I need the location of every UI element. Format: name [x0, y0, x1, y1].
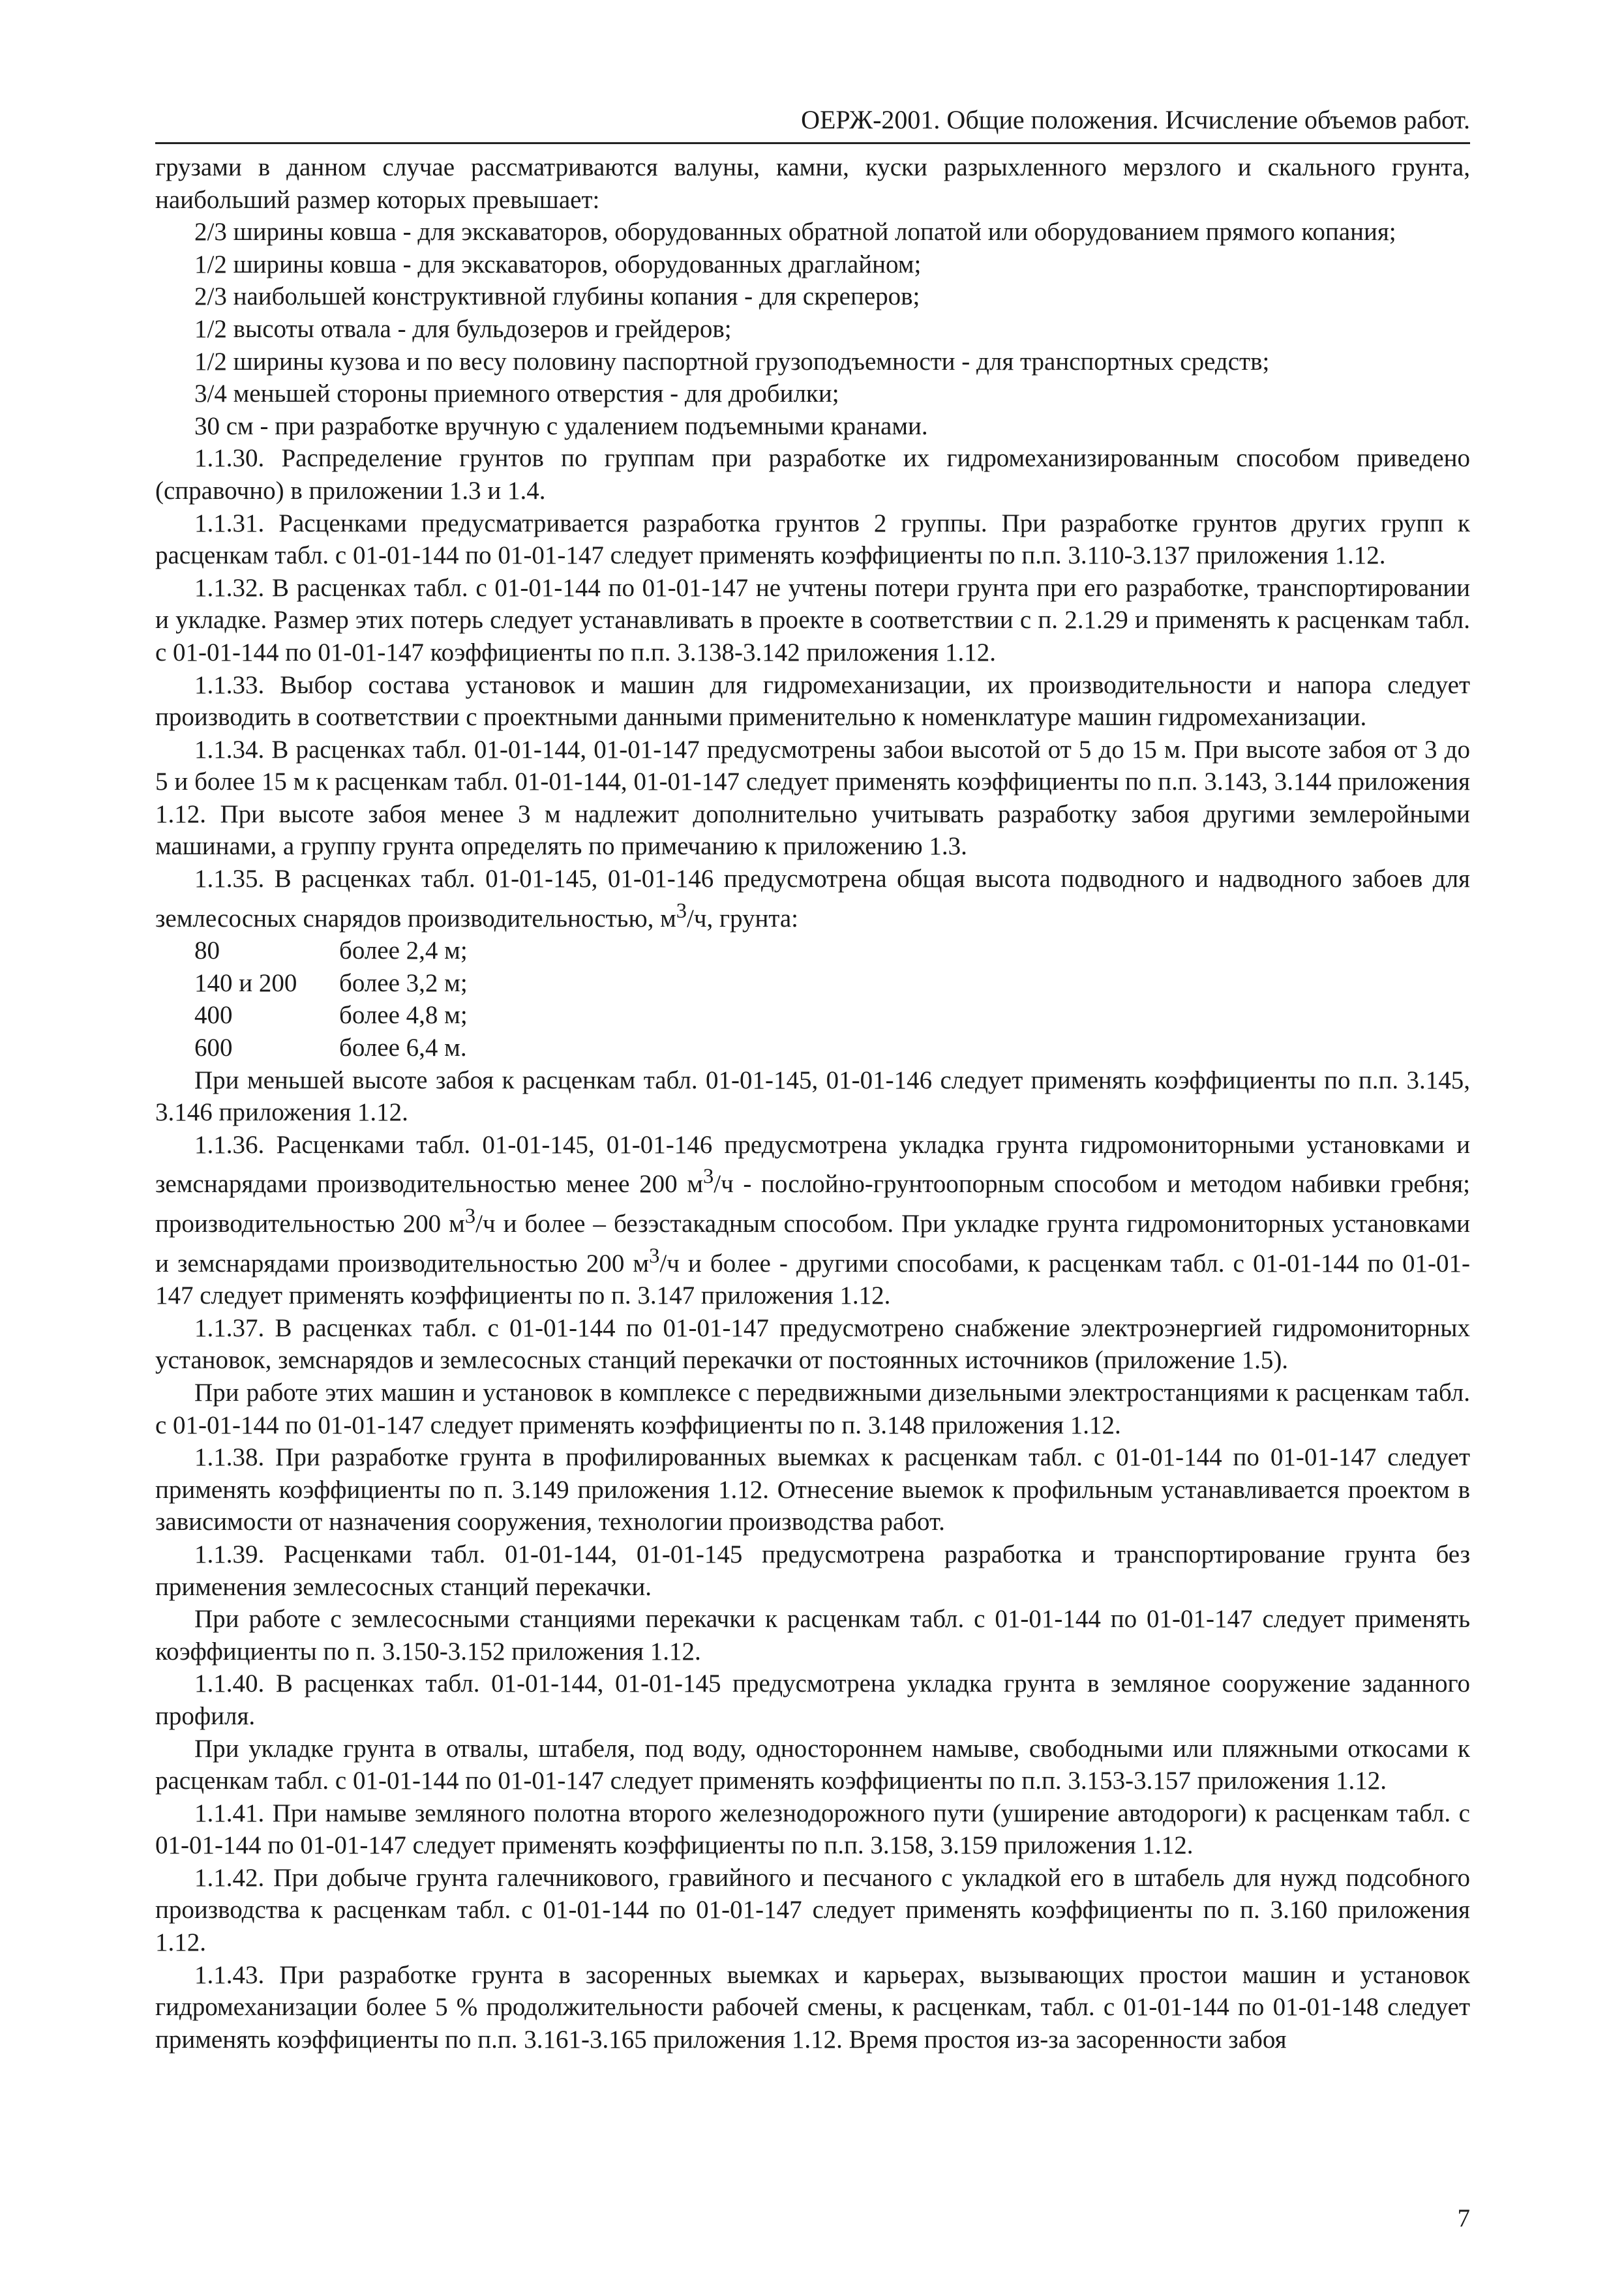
list-item: 1/2 высоты отвала - для бульдозеров и грейдеров;	[194, 314, 732, 343]
capacity-cell: 400	[194, 1001, 233, 1030]
table-row	[155, 1032, 1470, 1064]
paragraph: 1.1.38. При разработке грунта в профилированных выемках к расценкам табл. с 01-01-144 по 01-01-147 следует применять коэффициенты по п. 3.149 приложения 1.12. Отнесение выемок к профильным устанавливается проектом в зависимости от назначения сооружения, технологии производства работ.	[155, 1443, 1470, 1536]
table-row	[155, 967, 1470, 1000]
list-item: 1/2 ширины кузова и по весу половину паспортной грузоподъемности - для транспортных средств;	[194, 347, 1270, 376]
page-header	[155, 97, 1470, 144]
capacity-cell: 600	[194, 1034, 233, 1062]
paragraph: 1.1.40. В расценках табл. 01-01-144, 01-01-145 предусмотрена укладка грунта в земляное сооружение заданного профиля.	[155, 1669, 1470, 1730]
paragraph: 1.1.30. Распределение грунтов по группам при разработке их гидромеханизированным способом приведено (справочно) в приложении 1.3 и 1.4.	[155, 444, 1470, 505]
height-cell: более 2,4 м;	[339, 936, 468, 965]
table-row	[155, 935, 1470, 967]
list-item: 2/3 наибольшей конструктивной глубины копания - для скреперов;	[194, 282, 920, 311]
paragraph: 1.1.39. Расценками табл. 01-01-144, 01-01-145 предусмотрена разработка и транспортирование грунта без применения землесосных станций перекачки.	[155, 1540, 1470, 1601]
dredge-table	[155, 935, 1470, 1064]
capacity-cell: 80	[194, 936, 220, 965]
paragraph-text: /ч и более - другими способами, к расценкам табл. с 01-01-144 по 01-01-147 следует применять коэффициенты по п. 3.147 приложения 1.12.	[155, 1249, 1470, 1310]
paragraph-text: /ч и более – безэстакадным способом. При укладке грунта гидромониторных установками и земснарядами производительностью 200 м	[155, 1210, 1470, 1278]
paragraph: 1.1.33. Выбор состава установок и машин для гидромеханизации, их производительности и напора следует производить в соответствии с проектными данными применительно к номенклатуре машин гидромеханизации.	[155, 670, 1470, 732]
height-cell: более 3,2 м;	[339, 968, 468, 997]
paragraph: При работе с землесосными станциями перекачки к расценкам табл. с 01-01-144 по 01-01-147 следует применять коэффициенты по п. 3.150-3.152 приложения 1.12.	[155, 1605, 1470, 1666]
capacity-cell: 140 и 200	[194, 968, 297, 997]
paragraph	[155, 863, 1470, 935]
paragraph: 1.1.43. При разработке грунта в засоренных выемках и карьерах, вызывающих простои машин и установок гидромеханизации более 5 % продолжительности рабочей смены, к расценкам, табл. с 01-01-144 по 01-01-148 следует применять коэффициенты по п.п. 3.161-3.165 приложения 1.12. Время простоя из-за засоренности забоя	[155, 1960, 1470, 2054]
height-cell: более 6,4 м.	[339, 1034, 467, 1062]
page-number: 7	[1457, 2204, 1470, 2232]
list-item: 30 см - при разработке вручную с удалением подъемными кранами.	[194, 411, 928, 440]
height-cell: более 4,8 м;	[339, 1001, 468, 1030]
paragraph: При работе этих машин и установок в комплексе с передвижными дизельными электростанциями к расценкам табл. с 01-01-144 по 01-01-147 следует применять коэффициенты по п. 3.148 приложения 1.12.	[155, 1378, 1470, 1439]
paragraph: 1.1.42. При добыче грунта галечникового, гравийного и песчаного с укладкой его в штабель для нужд подсобного производства к расценкам табл. с 01-01-144 по 01-01-147 следует применять коэффициенты по п. 3.160 приложения 1.12.	[155, 1863, 1470, 1957]
paragraph: 1.1.37. В расценках табл. с 01-01-144 по 01-01-147 предусмотрено снабжение электроэнергией гидромониторных установок, земснарядов и землесосных станций перекачки от постоянных источников (приложение 1.5).	[155, 1313, 1470, 1375]
paragraph-text: 1.1.35. В расценках табл. 01-01-145, 01-01-146 предусмотрена общая высота подводного и надводного забоев для землесосных снарядов производительностью, м	[155, 865, 1470, 933]
list-item: 3/4 меньшей стороны приемного отверстия - для дробилки;	[194, 380, 839, 408]
paragraph: 1.1.31. Расценками предусматривается разработка грунтов 2 группы. При разработке грунтов других групп к расценкам табл. с 01-01-144 по 01-01-147 следует применять коэффициенты по п.п. 3.110-3.137 приложения 1.12.	[155, 509, 1470, 570]
paragraph-text: /ч - послойно-грунтоопорным способом и методом набивки гребня; производительностью 200 м	[155, 1170, 1471, 1238]
paragraph: 1.1.32. В расценках табл. с 01-01-144 по 01-01-147 не учтены потери грунта при его разработке, транспортировании и укладке. Размер этих потерь следует устанавливать в проекте в соответствии с п. 2.1.29 и применять к расценкам табл. с 01-01-144 по 01-01-147 коэффициенты по п.п. 3.138-3.142 приложения 1.12.	[155, 573, 1470, 666]
superscript: 3	[676, 899, 687, 923]
paragraph-text: 1.1.36. Расценками табл. 01-01-145, 01-01-146 предусмотрена укладка грунта гидромониторными установками и земснарядами производительностью менее 200 м	[155, 1130, 1470, 1199]
paragraph: грузами в данном случае рассматриваются валуны, камни, куски разрыхленного мерзлого и скального грунта, наибольший размер которых превышает:	[155, 153, 1470, 214]
paragraph: При меньшей высоте забоя к расценкам табл. 01-01-145, 01-01-146 следует применять коэффициенты по п.п. 3.145, 3.146 приложения 1.12.	[155, 1066, 1470, 1127]
document-body	[155, 151, 1470, 2056]
header-title: ОЕРЖ-2001. Общие положения. Исчисление объемов работ.	[801, 105, 1470, 134]
superscript: 3	[703, 1165, 714, 1189]
superscript: 3	[464, 1204, 476, 1228]
paragraph: 1.1.41. При намыве земляного полотна второго железнодорожного пути (уширение автодороги) к расценкам табл. с 01-01-144 по 01-01-147 следует применять коэффициенты по п.п. 3.158, 3.159 приложения 1.12.	[155, 1799, 1470, 1860]
list-item: 1/2 ширины ковша - для экскаваторов, оборудованных драглайном;	[194, 250, 922, 278]
table-row	[155, 999, 1470, 1032]
paragraph: 1.1.34. В расценках табл. 01-01-144, 01-01-147 предусмотрены забои высотой от 5 до 15 м. При высоте забоя от 3 до 5 и более 15 м к расценкам табл. 01-01-144, 01-01-147 следует применять коэффициенты по п.п. 3.143, 3.144 приложения 1.12. При высоте забоя менее 3 м надлежит дополнительно учитывать разработку забоя другими землеройными машинами, а группу грунта определять по примечанию к приложению 1.3.	[155, 735, 1470, 861]
paragraph-text: /ч, грунта:	[687, 904, 798, 933]
paragraph	[155, 1129, 1470, 1312]
list-item: 2/3 ширины ковша - для экскаваторов, оборудованных обратной лопатой или оборудованием прямого копания;	[194, 218, 1396, 247]
paragraph: При укладке грунта в отвалы, штабеля, под воду, одностороннем намыве, свободными или пляжными откосами к расценкам табл. с 01-01-144 по 01-01-147 следует применять коэффициенты по п.п. 3.153-3.157 приложения 1.12.	[155, 1734, 1470, 1795]
superscript: 3	[649, 1244, 660, 1268]
